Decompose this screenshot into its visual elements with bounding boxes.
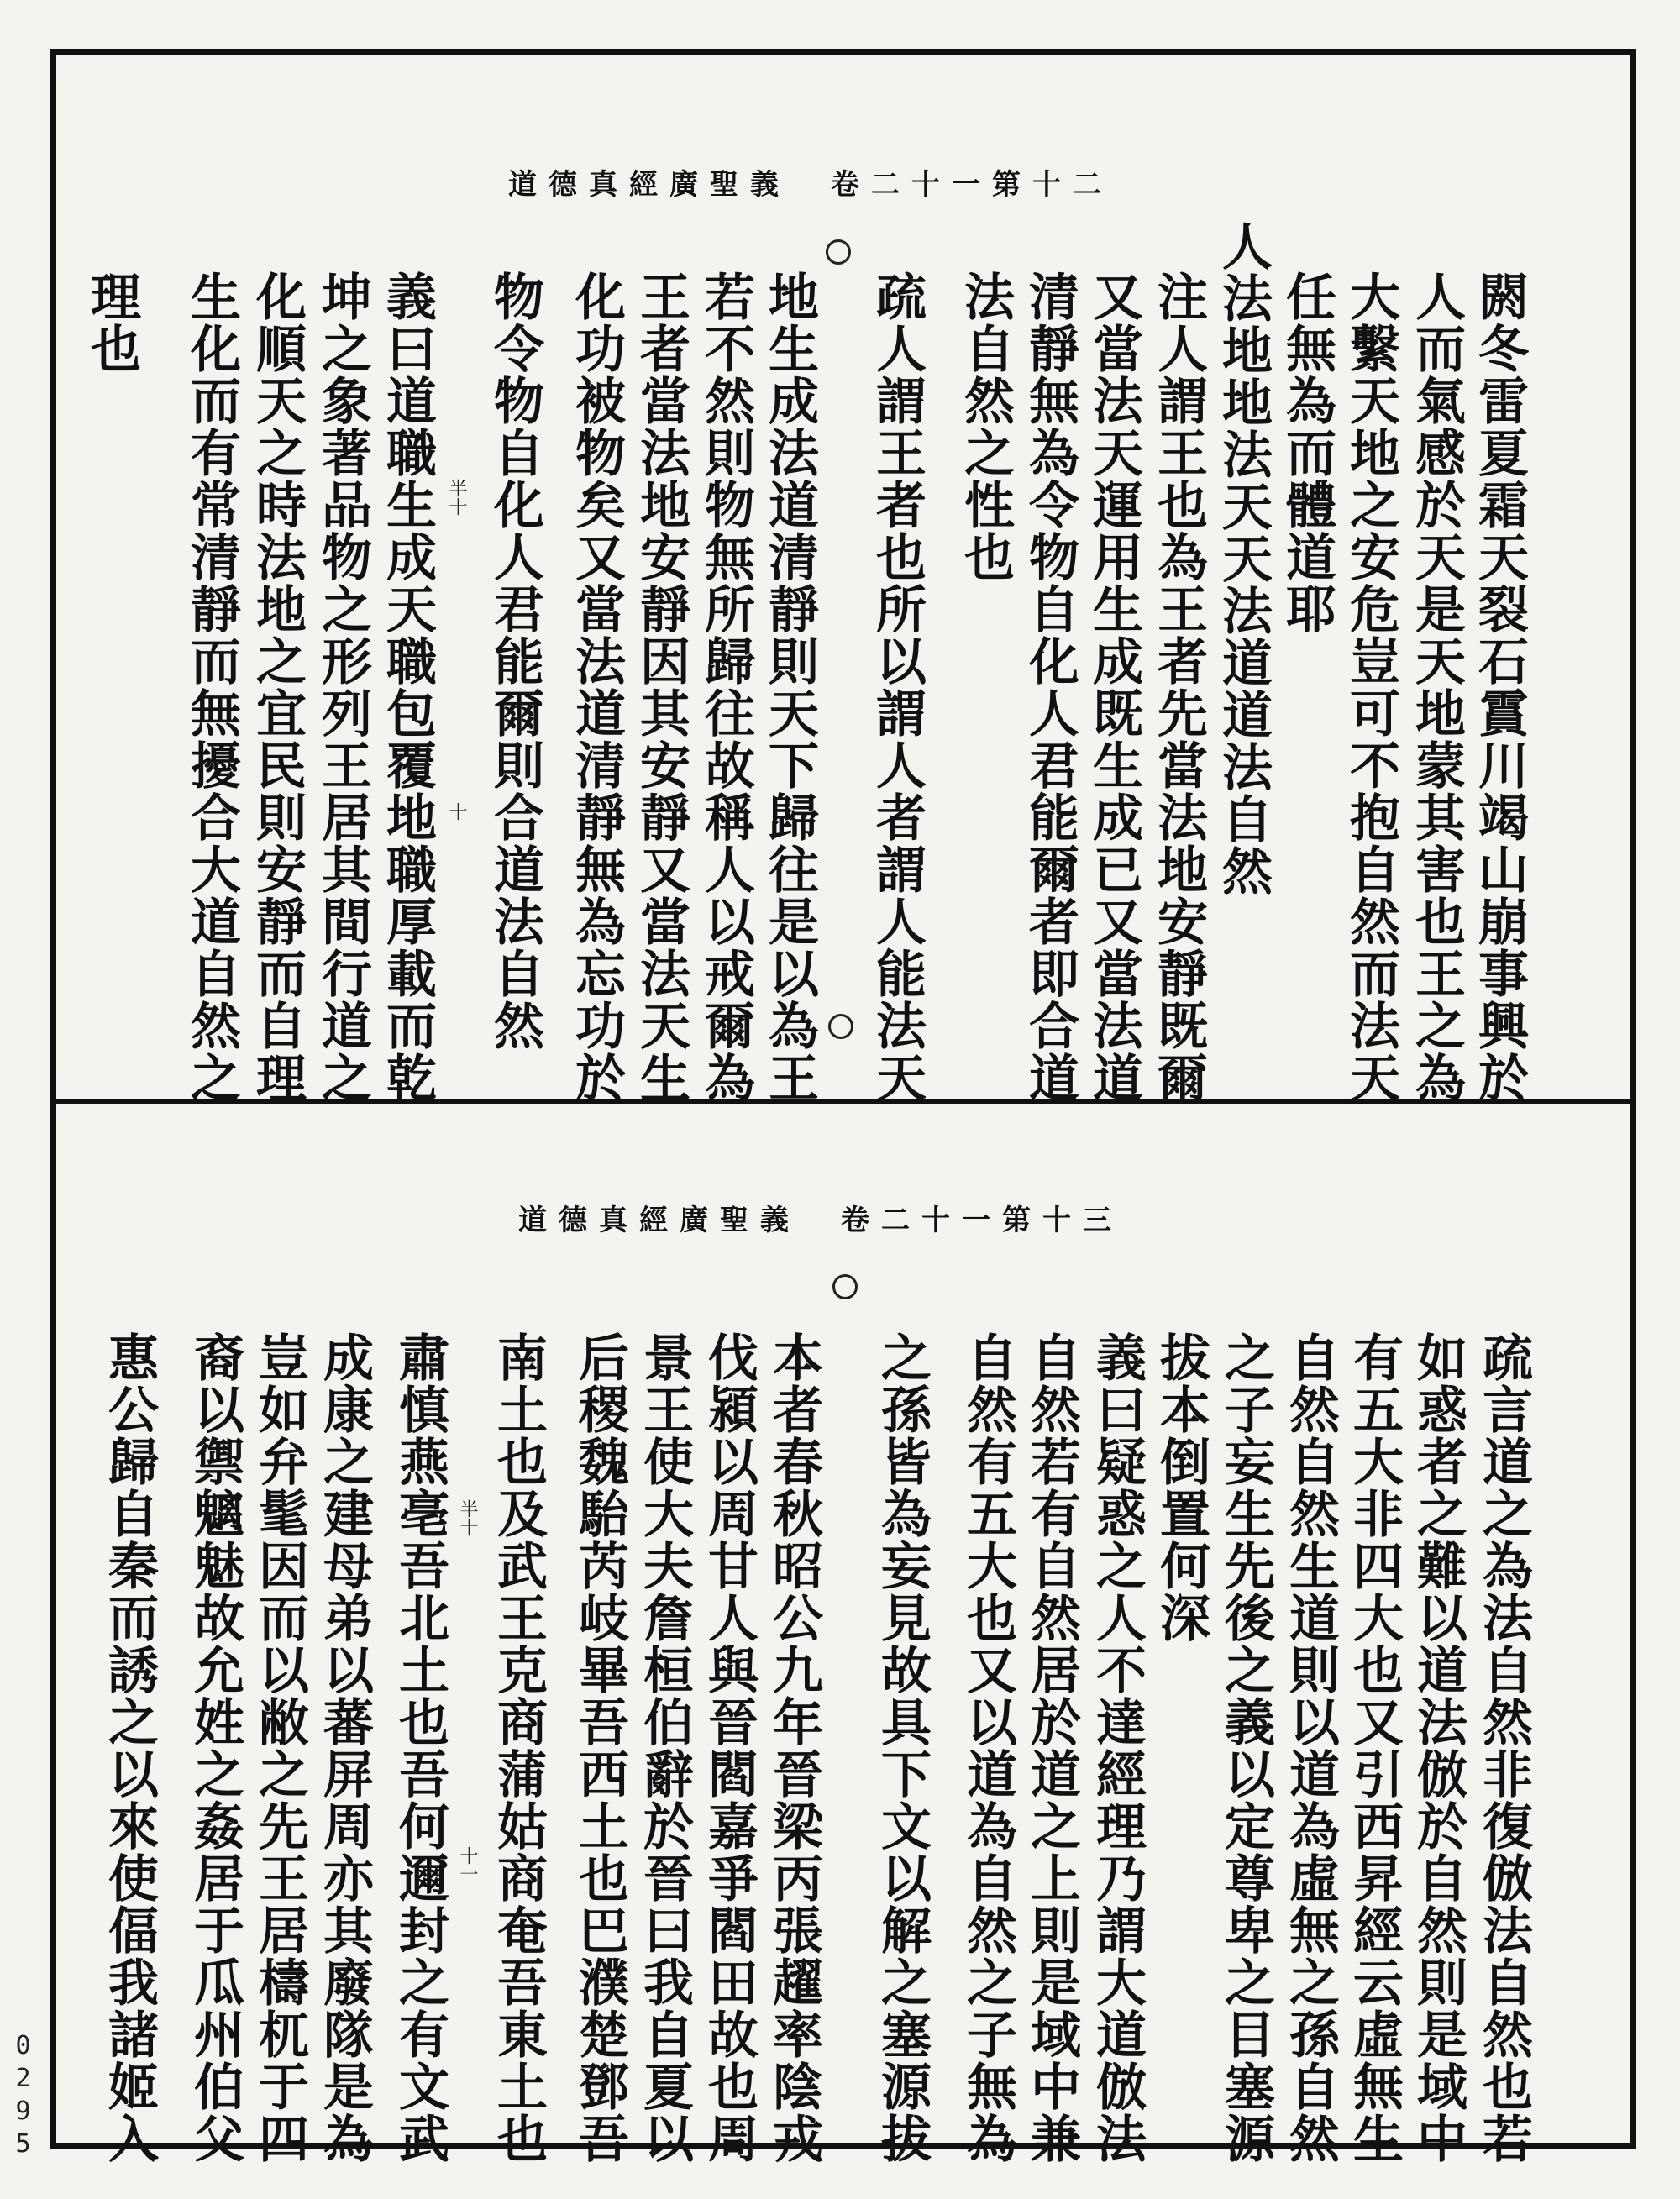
bottom-col-6: 拔本倒置何深 xyxy=(1152,1331,1210,1644)
top-circle-marker xyxy=(826,239,851,265)
bottom-col-5: 之子妄生先後之義以定尊卑之目塞源 xyxy=(1216,1331,1275,2165)
bottom-col-4: 自然自然生道則以道為虛無之孫自然 xyxy=(1281,1331,1340,2165)
bottom-col-19: 裔以禦魑魅故允姓之姦居于瓜州伯父 xyxy=(186,1331,244,2165)
bottom-col-15: 南土也及武王克商蒲姑商奄吾東土也 xyxy=(489,1331,548,2165)
bottom-col-7: 義曰疑惑之人不達經理乃謂大道倣法 xyxy=(1088,1331,1147,2165)
bottom-col-3: 有五大非四大也又引西昇經云虛無生 xyxy=(1345,1331,1404,2165)
top-col-4: 任無為而體道耶 xyxy=(1278,270,1336,635)
top-col-11: 地生成法道清靜則天下歸往是以為王 xyxy=(760,270,819,1104)
top-col-19: 生化而有常清靜而無擾合大道自然之 xyxy=(182,270,241,1104)
top-col-5: 人法地地法天天法道道法自然 xyxy=(1214,220,1273,897)
bottom-col-10: 之孫皆為妄見故具下文以解之塞源拔 xyxy=(873,1331,932,2165)
bottom-circle-marker xyxy=(832,1274,858,1299)
top-col-1: 閼冬雷夏霜天裂石霣川竭山崩事興於 xyxy=(1470,270,1529,1104)
top-col-10: 疏人謂王者也所以謂人者謂人能法天 xyxy=(868,270,927,1104)
top-col-9: 法自然之性也 xyxy=(956,270,1015,583)
top-col-8: 清靜無為令物自化人君能爾者即合道 xyxy=(1021,270,1079,1104)
bottom-col-11: 本者春秋昭公九年晉梁丙張趯率陰戎 xyxy=(764,1331,823,2165)
top-col-13: 王者當法地安靜因其安靜又當法天生 xyxy=(632,270,690,1104)
top-col-2: 人而氣感於天是天地蒙其害也王之為 xyxy=(1407,270,1466,1104)
top-note-2: 十 xyxy=(446,802,467,821)
bottom-col-17: 成康之建母弟以蕃屏周亦其廢隊是為 xyxy=(315,1331,374,2165)
bottom-col-1: 疏言道之為法自然非復倣法自然也若 xyxy=(1474,1331,1533,2165)
bottom-note-2: 十一 xyxy=(457,1846,478,1883)
bottom-col-18: 豈如弁髦因而以敝之先王居檮杌于四 xyxy=(250,1331,309,2165)
top-note-1: 半十 xyxy=(446,479,467,516)
bottom-col-12: 伐潁以周甘人與晉閻嘉爭閻田故也周 xyxy=(700,1331,759,2165)
top-header: 道德真經廣聖義 卷二十一第十二 xyxy=(508,168,1113,202)
top-col-17: 坤之象著品物之形列王居其間行道之 xyxy=(313,270,372,1104)
bottom-col-8: 自然若有自然居於道之上則是域中兼 xyxy=(1022,1331,1081,2165)
top-col-7: 又當法天運用生成既生成已又當法道 xyxy=(1084,270,1143,1104)
bottom-col-13: 景王使大夫詹桓伯辭於晉曰我自夏以 xyxy=(635,1331,694,2165)
bottom-col-9: 自然有五大也又以道為自然之子無為 xyxy=(958,1331,1017,2165)
top-col-12: 若不然則物無所歸往故稱人以戒爾為 xyxy=(696,270,755,1104)
page-number: 0295 xyxy=(8,2031,38,2162)
top-col-20: 理也 xyxy=(82,270,141,375)
bottom-col-14: 后稷魏駘芮岐畢吾西土也巴濮楚鄧吾 xyxy=(570,1331,629,2165)
bottom-col-16: 肅慎燕亳吾北土也吾何邇封之有文武 xyxy=(391,1331,449,2165)
top-col-15: 物令物自化人君能爾則合道法自然 xyxy=(486,270,544,1052)
top-col-3: 大繫天地之安危豈可不抱自然而法天 xyxy=(1341,270,1400,1104)
top-mid-circle-marker xyxy=(828,1014,853,1039)
bottom-note-1: 半十 xyxy=(457,1499,478,1536)
top-col-16: 義曰道職生成天職包覆地職厚載而乾 xyxy=(378,270,437,1104)
top-col-18: 化順天之時法地之宜民則安靜而自理 xyxy=(248,270,307,1104)
top-col-14: 化功被物矣又當法道清靜無為忘功於 xyxy=(567,270,626,1104)
bottom-col-20: 惠公歸自秦而誘之以來使偪我諸姬入 xyxy=(100,1331,159,2165)
bottom-col-2: 如惑者之難以道法倣於自然則是域中 xyxy=(1409,1331,1467,2165)
top-col-6: 注人謂王也為王者先當法地安靜既爾 xyxy=(1149,270,1208,1104)
bottom-header: 道德真經廣聖義 卷二十一第十三 xyxy=(518,1204,1123,1237)
